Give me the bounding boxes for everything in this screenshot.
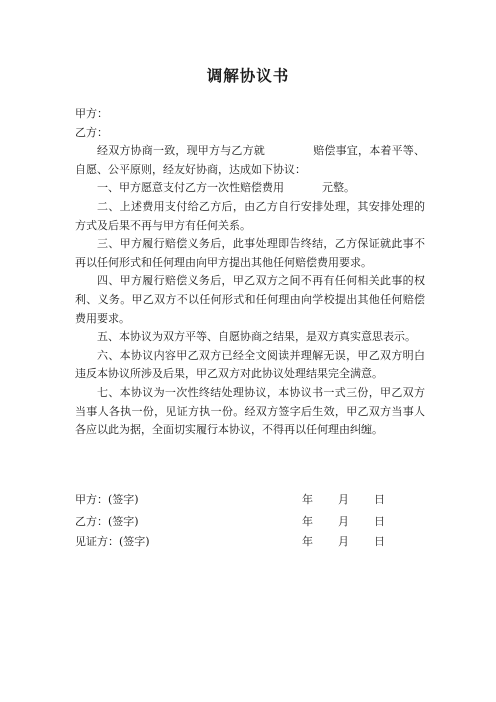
day-label: 日 xyxy=(374,493,385,506)
clause-1-text-b: 元整。 xyxy=(322,181,355,195)
clause-6: 六、本协议内容甲乙双方已经全文阅读并理解无误，甲乙双方明白违反本协议所涉及后果，甲乙双方对此协议处理结果完全满意。 xyxy=(75,348,425,381)
year-label: 年 xyxy=(302,493,313,506)
signature-label: 甲方：(签字) xyxy=(75,493,139,506)
intro-text-2: 赔偿事宜，本着平等、自愿、公平原则，经友好协商，达成如下协议： xyxy=(75,144,425,176)
year-label: 年 xyxy=(302,535,313,548)
signature-date xyxy=(302,491,385,507)
clause-3: 三、甲方履行赔偿义务后，此事处理即告终结，乙方保证就此事不再以任何形式和任何理由向甲方提出其他任何赔偿费用要求。 xyxy=(75,237,425,269)
year-label: 年 xyxy=(302,515,313,528)
signature-label: 见证方：(签字) xyxy=(75,535,150,548)
month-label: 月 xyxy=(338,493,349,506)
party-b-line: 乙方： xyxy=(75,125,108,139)
party-a-line: 甲方： xyxy=(75,107,108,120)
signature-line-party-b xyxy=(75,513,425,529)
clause-2: 二、上述费用支付给乙方后，由乙方自行安排处理，其安排处理的方式及后果不再与甲方有任何关系。 xyxy=(75,199,425,232)
signature-label: 乙方：(签字) xyxy=(75,515,139,528)
month-label: 月 xyxy=(338,515,349,528)
clause-4: 四、甲方履行赔偿义务后，甲乙双方之间不再有任何相关此事的权利、义务。甲乙双方不以任何形式和任何理由向学校提出其他任何赔偿费用要求。 xyxy=(75,274,425,325)
signature-date xyxy=(302,513,385,529)
day-label: 日 xyxy=(374,515,385,528)
month-label: 月 xyxy=(338,535,349,548)
day-label: 日 xyxy=(374,535,385,548)
clause-1 xyxy=(75,179,425,198)
clause-5: 五、本协议为双方平等、自愿协商之结果，是双方真实意思表示。 xyxy=(97,330,416,344)
intro-text-1: 经双方协商一致，现甲方与乙方就 xyxy=(97,144,265,158)
intro-paragraph xyxy=(75,142,425,179)
clause-7: 七、本协议为一次性终结处理协议，本协议书一式三份，甲乙双方当事人各执一份，见证方执一份。经双方签字后生效，甲乙双方当事人各应以此为据，全面切实履行本协议，不得再以任何理由纠缠。 xyxy=(75,385,425,437)
signature-date xyxy=(302,533,385,549)
clause-1-text-a: 一、甲方愿意支付乙方一次性赔偿费用 xyxy=(97,181,284,195)
signature-line-witness xyxy=(75,533,425,549)
document-title: 调解协议书 xyxy=(206,66,290,85)
agreement-body xyxy=(75,105,425,440)
signature-line-party-a xyxy=(75,491,425,507)
